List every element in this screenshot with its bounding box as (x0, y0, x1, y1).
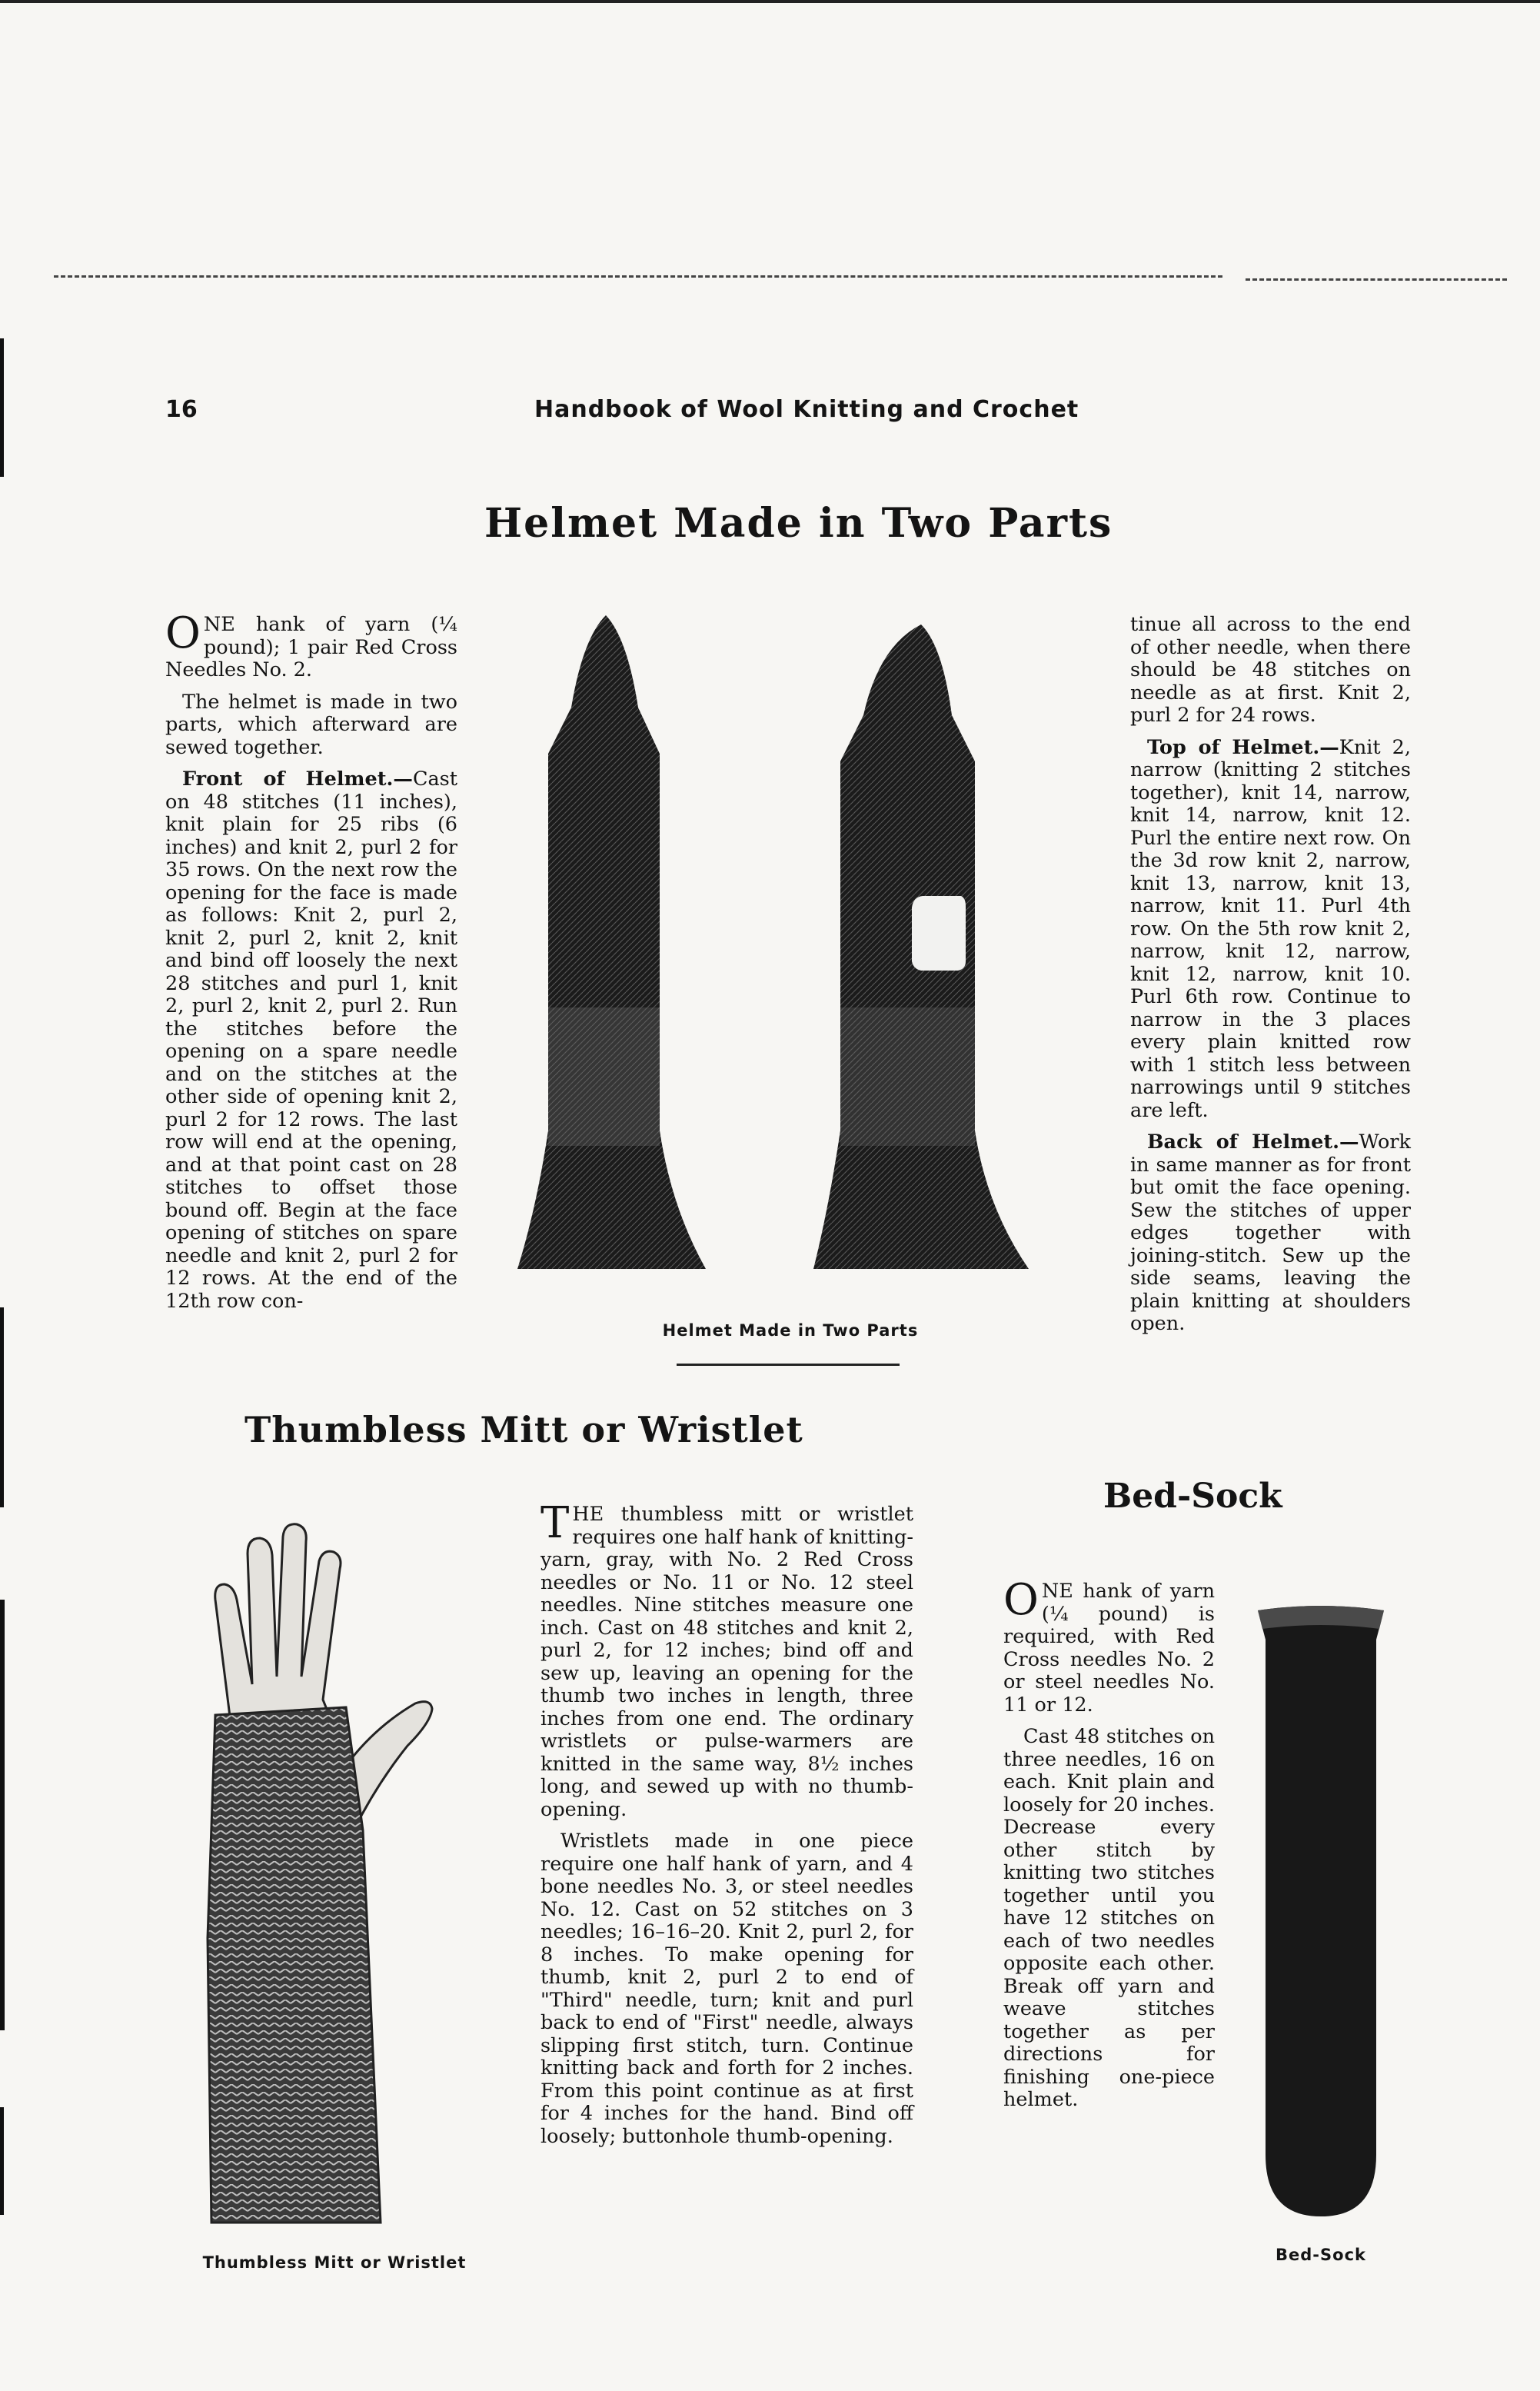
helmet-right-column (1130, 614, 1411, 1345)
bed-sock-shape (1258, 1606, 1384, 2216)
helmet-illustration (491, 608, 1098, 1300)
binding-edge-mark (0, 1307, 4, 1507)
bed-sock-column (1003, 1575, 1215, 2121)
helmet-ribbing (548, 1007, 660, 1146)
dropcap: T (540, 1498, 570, 1548)
binding-edge-mark (0, 2107, 4, 2215)
helmet-ribbing (840, 1007, 975, 1146)
helmet-left-column (165, 608, 457, 1322)
thumbless-column (540, 1498, 913, 2157)
wristlet-caption: Thumbless Mitt or Wristlet (202, 2253, 467, 2272)
back-of-helmet-heading: Back of Helmet.— (1147, 1131, 1359, 1154)
front-of-helmet-paragraph: Front of Helmet.—Cast on 48 stitches (11 inches), knit plain for 25 ribs (6 inches) and knit 2, purl 2 for 35 rows. On the next row the opening for the face is made as follows: Knit 2, purl 2, knit 2, purl 2, knit 2, knit and bind off loosely the next 28 stitches and purl 1, knit 2, purl 2, knit 2, purl 2. Run the stitches before the opening on a spare needle and on the stitches at the other side of opening knit 2, purl 2 for 12 rows. The last row will end at the opening, and at that point cast on 28 stitches to offset those bound off. Begin at the face opening of stitches on spare needle and knit 2, purl 2 for 12 rows. At the end of the 12th row con- (165, 768, 457, 1313)
thumbless-paragraph-2: Wristlets made in one piece require one half hank of yarn, and 4 bone needles No. 3, or steel needles No. 12. Cast on 52 stitches on 3 needles; 16–16–20. Knit 2, purl 2, for 8 inches. To make opening for thumb, knit 2, purl 2 to end of "Third" needle, turn; knit and purl back to end of "First" needle, always slipping first stitch, turn. Continue knitting back and forth for 2 inches. From this point continue as at first for 4 inches for the hand. Bind off loosely; buttonhole thumb-opening. (540, 1830, 913, 2148)
bed-sock-paragraph-2: Cast 48 stitches on three needles, 16 on each. Knit plain and loosely for 20 inches. Decrease every other stitch by knitting two stitches together until you have 12 stitches on each of two needles opposite each other. Break off yarn and weave stitches together as per directions for finishing one-piece helmet. (1003, 1725, 1215, 2111)
page-header (165, 396, 1372, 427)
front-of-helmet-heading: Front of Helmet.— (182, 768, 413, 791)
helmet-parts-paragraph: The helmet is made in two parts, which afterward are sewed together. (165, 690, 457, 759)
section-divider (677, 1364, 900, 1366)
top-of-helmet-paragraph: Top of Helmet.—Knit 2, narrow (knitting 2 stitches together), knit 14, narrow, knit 14, narrow, knit 12. Purl the entire next row. On the 3d row knit 2, narrow, knit 13, narrow, knit 13, narrow, knit 11. Purl 4th row. On the 5th row knit 2, narrow, knit 12, narrow, knit 12, narrow, knit 10. Purl 6th row. Continue to narrow in the 3 places every plain knitted row with 1 stitch less between narrowings until 9 stitches are left. (1130, 735, 1411, 1122)
dropcap: O (165, 608, 201, 658)
wristlet-illustration (161, 1507, 484, 2246)
bed-sock-caption: Bed-Sock (1276, 2246, 1366, 2264)
scan-dashed-rule (54, 275, 1222, 278)
running-title: Handbook of Wool Knitting and Crochet (534, 396, 1079, 423)
helmet-caption: Helmet Made in Two Parts (662, 1321, 919, 1340)
top-of-helmet-heading: Top of Helmet.— (1147, 735, 1339, 759)
scan-border-line (0, 0, 1540, 3)
helmet-intro-paragraph: ONE hank of yarn (¼ pound); 1 pair Red Cross Needles No. 2. (165, 608, 457, 681)
binding-edge-mark (0, 338, 4, 477)
wristlet-knit (208, 1707, 381, 2223)
dropcap: O (1003, 1575, 1039, 1625)
thumbless-mitt-title: Thumbless Mitt or Wristlet (244, 1409, 803, 1450)
continuation-paragraph: tinue all across to the end of other needle, when there should be 48 stitches on needle as at first. Knit 2, purl 2 for 24 rows. (1130, 613, 1411, 727)
bed-sock-paragraph-1: ONE hank of yarn (¼ pound) is required, with Red Cross needles No. 2 or steel needles No. 11 or 12. (1003, 1575, 1215, 1717)
thumbless-paragraph-1: THE thumbless mitt or wristlet requires one half hank of knitting-yarn, gray, with No. 2 Red Cross needles or No. 11 or No. 12 steel needles. Nine stitches measure one inch. Cast on 48 stitches and knit 2, purl 2, for 12 inches; bind off and sew up, leaving an opening for the thumb two inches in length, three inches from one end. The ordinary wristlets or pulse-warmers are knitted in the same way, 8½ inches long, and sewed up with no thumb-opening. (540, 1498, 913, 1821)
bed-sock-title: Bed-Sock (1103, 1477, 1282, 1516)
back-of-helmet-paragraph: Back of Helmet.—Work in same manner as for front but omit the face opening. Sew the stitches of upper edges together with joining-stitch. Sew up the side seams, leaving the plain knitting at shoulders open. (1130, 1131, 1411, 1335)
face-opening (912, 896, 966, 971)
helmet-title: Helmet Made in Two Parts (484, 500, 1113, 547)
bed-sock-illustration (1244, 1601, 1398, 2224)
page-number: 16 (165, 396, 198, 423)
binding-edge-mark (0, 1600, 5, 2030)
helmet-front-piece (517, 615, 706, 1269)
hand-fingers (215, 1524, 341, 1738)
scan-dashed-rule-right (1246, 278, 1507, 281)
